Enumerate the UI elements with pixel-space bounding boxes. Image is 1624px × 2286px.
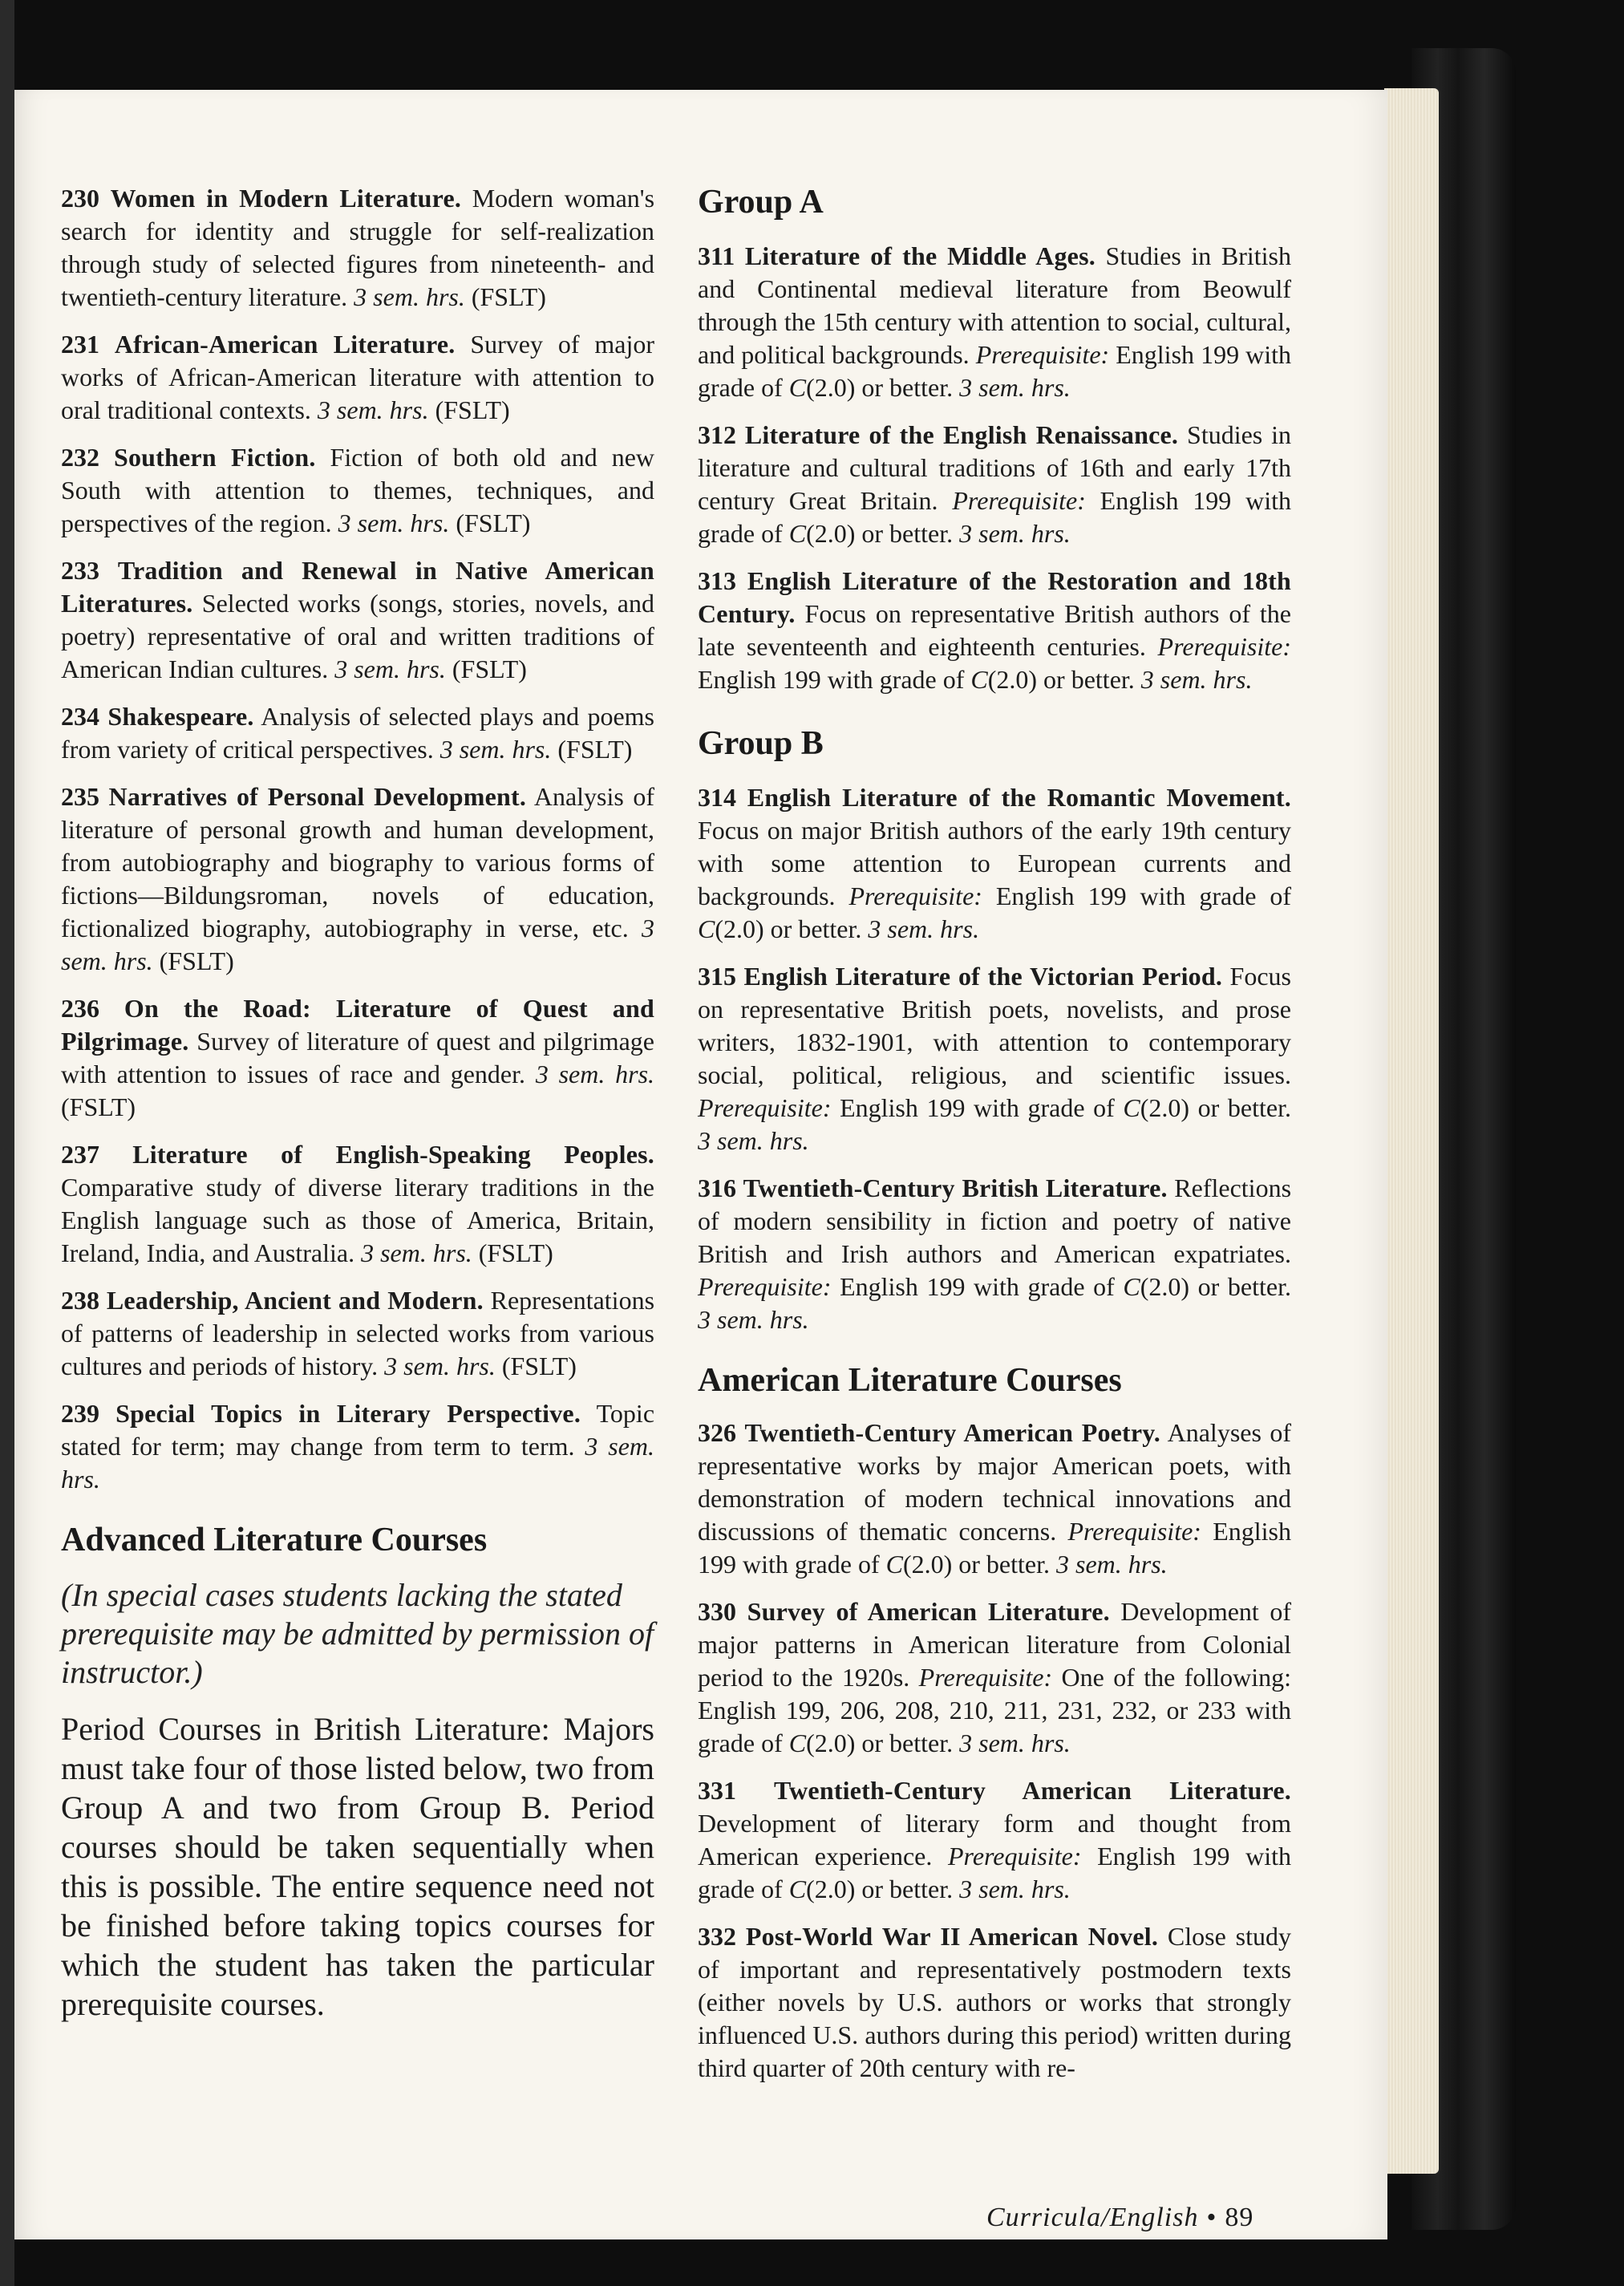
course-number: 331 [698,1776,736,1805]
course-title: Survey of American Literature. [747,1597,1110,1626]
course-credit-hours: 3 sem. hrs. [61,914,655,975]
course-description: Studies in British and Continental medieval literature from Beowulf through the 15th century with attention to social, cultural, and political backgrounds. [698,241,1292,369]
course-title: Literature of English-Speaking Peoples. [132,1140,654,1169]
prerequisite-grade-detail: (2.0) or better. [1140,1093,1291,1122]
prerequisite-text: English 199 with grade of [698,1517,1291,1579]
course-entry [698,960,1291,1157]
course-title: On the Road: Literature of Quest and Pilgrimage. [61,994,655,1056]
course-credit-hours: 3 sem. hrs. [354,282,465,311]
prerequisite-label: Prerequisite: [952,486,1086,515]
course-entry [698,1774,1291,1906]
course-entry [61,992,654,1124]
prerequisite-grade: C [788,1875,807,1903]
course-description: Representations of patterns of leadership in selected works from various cultures and periods of history. [61,1286,655,1380]
right-column [698,182,1291,2099]
prerequisite-grade: C [1123,1272,1140,1301]
course-number: 238 [61,1286,99,1315]
course-entry [61,1138,654,1270]
group-a-heading: Group A [698,184,824,221]
course-designation-tag: (FSLT) [557,735,633,764]
course-description: Topic stated for term; may change from term to term. [61,1399,655,1461]
course-credit-hours: 3 sem. hrs. [61,1432,655,1494]
course-number: 316 [698,1173,736,1202]
prerequisite-text: English 199 with grade of [840,1093,1115,1122]
page-number: 89 [1225,2203,1254,2232]
course-designation-tag: (FSLT) [452,655,527,683]
course-number: 312 [698,420,736,449]
prerequisite-label: Prerequisite: [948,1842,1082,1871]
course-designation-tag: (FSLT) [501,1352,577,1380]
course-title: English Literature of the Romantic Movement. [747,783,1291,812]
prerequisite-label: Prerequisite: [975,340,1110,369]
course-number: 230 [61,184,99,213]
course-description: Focus on representative British authors of the late seventeenth and eighteenth centuries. [698,599,1292,661]
course-credit-hours: 3 sem. hrs. [959,373,1071,402]
prerequisite-grade: C [1123,1093,1140,1122]
course-number: 239 [61,1399,99,1428]
course-description: Analyses of representative works by major American poets, with demonstration of modern technical innovations and discussions of thematic concerns. [698,1418,1292,1546]
course-title: English Literature of the Victorian Period. [743,962,1223,991]
course-title: Leadership, Ancient and Modern. [106,1286,484,1315]
prerequisite-grade-detail: (2.0) or better. [806,519,954,548]
course-title: Tradition and Renewal in Native American Literatures. [61,556,655,618]
prerequisite-grade-detail: (2.0) or better. [715,914,862,943]
prerequisite-label: Prerequisite: [1067,1517,1201,1546]
prerequisite-text: One of the following: English 199, 206, 208, 210, 211, 231, 232, or 233 with grade of [698,1663,1292,1757]
course-credit-hours: 3 sem. hrs. [317,395,429,424]
course-number: 231 [61,330,99,359]
prerequisite-grade-detail: (2.0) or better. [1140,1272,1291,1301]
course-description: Close study of important and representatively postmodern texts (either novels by U.S. authors or works that strongly influenced U.S. authors during this period) written during third quarter of 20th century with re- [698,1922,1292,2082]
course-credit-hours: 3 sem. hrs. [338,509,450,537]
course-description: Analysis of literature of personal growth and human development, from autobiography and biography to various forms of fictions—Bildungsroman, novels of education, fictionalized biography, autobiography in verse, etc. [61,782,655,942]
course-number: 232 [61,443,99,472]
prerequisite-text: English 199 with grade of [698,486,1291,548]
prerequisite-label: Prerequisite: [1157,632,1292,661]
page-edges [1384,88,1439,2174]
course-description: Development of literary form and thought from American experience. [698,1809,1291,1871]
left-course-list [61,182,654,1496]
left-column [61,182,654,2024]
course-designation-tag: (FSLT) [435,395,510,424]
course-title: Twentieth-Century American Literature. [773,1776,1291,1805]
catalog-page [14,90,1387,2239]
prerequisite-grade-detail: (2.0) or better. [806,1729,954,1757]
course-entry [698,1920,1291,2085]
footer-section-label: Curricula/English [986,2203,1199,2232]
course-entry [698,781,1291,946]
footer-bullet: • [1206,2203,1217,2232]
course-entry [61,441,654,540]
course-entry [698,565,1291,696]
course-entry [698,1172,1291,1336]
american-course-list [698,1417,1291,2085]
prerequisite-label: Prerequisite: [848,882,982,910]
course-credit-hours: 3 sem. hrs. [698,1305,809,1334]
course-credit-hours: 3 sem. hrs. [959,519,1071,548]
course-description: Survey of literature of quest and pilgrimage with attention to issues of race and gender. [61,1027,654,1088]
course-number: 237 [61,1140,99,1169]
prerequisite-text: English 199 with grade of [698,340,1291,402]
course-entry [61,1284,654,1383]
prerequisite-grade-detail: (2.0) or better. [806,1875,954,1903]
advanced-courses-heading: Advanced Literature Courses [61,1522,488,1558]
course-number: 315 [698,962,736,991]
course-designation-tag: (FSLT) [478,1238,553,1267]
course-designation-tag: (FSLT) [471,282,546,311]
course-title: Women in Modern Literature. [110,184,462,213]
course-description: Development of major patterns in American literature from Colonial period to the 1920s. [698,1597,1292,1692]
prerequisite-grade-detail: (2.0) or better. [987,665,1135,694]
prerequisite-grade: C [698,914,715,943]
prerequisite-text: English 199 with grade of [698,665,965,694]
course-number: 330 [698,1597,736,1626]
course-description: Comparative study of diverse literary traditions in the English language such as those of America, Britain, Ireland, India, and Australia. [61,1173,654,1267]
group-b-course-list [698,781,1291,1336]
prerequisite-grade: C [788,373,807,402]
course-designation-tag: (FSLT) [159,946,234,975]
course-title: Literature of the Middle Ages. [744,241,1095,270]
course-description: Survey of major works of African-American literature with attention to oral traditional contexts. [61,330,655,424]
prerequisite-grade: C [788,519,807,548]
course-title: English Literature of the Restoration and 18th Century. [698,566,1292,628]
course-description: Modern woman's search for identity and struggle for self-realization through study of selected figures from nineteenth- and twentieth-century literature. [61,184,655,311]
course-number: 235 [61,782,99,811]
course-credit-hours: 3 sem. hrs. [868,914,980,943]
course-entry [61,1397,654,1496]
course-entry [61,700,654,766]
course-credit-hours: 3 sem. hrs. [384,1352,496,1380]
course-title: Shakespeare. [107,702,254,731]
course-title: Southern Fiction. [113,443,316,472]
course-credit-hours: 3 sem. hrs. [959,1875,1071,1903]
course-number: 326 [698,1418,736,1447]
prerequisite-label: Prerequisite: [698,1272,832,1301]
course-number: 234 [61,702,99,731]
course-number: 314 [698,783,736,812]
running-footer [986,2203,1253,2233]
course-number: 233 [61,556,99,585]
course-credit-hours: 3 sem. hrs. [361,1238,472,1267]
american-courses-heading: American Literature Courses [698,1362,1122,1399]
prerequisite-grade-detail: (2.0) or better. [902,1550,1050,1579]
course-number: 236 [61,994,99,1023]
course-entry [61,182,654,314]
course-entry [698,1417,1291,1581]
group-b-heading: Group B [698,725,824,762]
course-description: Analysis of selected plays and poems from variety of critical perspectives. [61,702,655,764]
prerequisite-grade: C [970,665,988,694]
course-description: Selected works (songs, stories, novels, and poetry) representative of oral and written traditions of American Indian cultures. [61,589,655,683]
course-credit-hours: 3 sem. hrs. [535,1060,655,1088]
course-title: Twentieth-Century British Literature. [743,1173,1168,1202]
course-credit-hours: 3 sem. hrs. [959,1729,1071,1757]
course-designation-tag: (FSLT) [61,1092,136,1121]
prerequisite-text: English 199 with grade of [698,1842,1292,1903]
prerequisite-grade: C [885,1550,903,1579]
course-title: Post-World War II American Novel. [745,1922,1159,1951]
course-credit-hours: 3 sem. hrs. [1140,665,1253,694]
course-description: Studies in literature and cultural traditions of 16th and early 17th century Great Britain. [698,420,1292,515]
course-entry [698,419,1291,550]
course-description: Focus on representative British poets, novelists, and prose writers, 1832-1901, with attention to contemporary social, political, religious, and scientific issues. [698,962,1291,1089]
course-description: Fiction of both old and new South with attention to themes, techniques, and perspectives of the region. [61,443,655,537]
course-entry [698,240,1291,404]
course-credit-hours: 3 sem. hrs. [334,655,446,683]
course-number: 311 [698,241,735,270]
period-courses-paragraph: Period Courses in British Literature: Majors must take four of those listed below, two from Group A and two from Group B. Period courses should be taken sequentially when this is possible. The entire sequence need not be finished before taking topics courses for which the student has taken the particular prerequisite courses. [61,1711,654,2022]
course-designation-tag: (FSLT) [456,509,531,537]
course-number: 332 [698,1922,736,1951]
course-title: Narratives of Personal Development. [108,782,527,811]
course-number: 313 [698,566,736,595]
group-a-course-list [698,240,1291,696]
course-entry [61,328,654,427]
course-entry [61,780,654,978]
scan-background-left [0,0,14,2286]
course-title: Special Topics in Literary Perspective. [115,1399,581,1428]
course-entry [61,554,654,686]
course-entry [698,1595,1291,1760]
advanced-courses-note: (In special cases students lacking the stated prerequisite may be admitted by permission of instructor.) [61,1577,654,1690]
prerequisite-text: English 199 with grade of [995,882,1291,910]
course-credit-hours: 3 sem. hrs. [1056,1550,1168,1579]
course-credit-hours: 3 sem. hrs. [439,735,552,764]
prerequisite-grade: C [788,1729,807,1757]
course-credit-hours: 3 sem. hrs. [698,1126,809,1155]
prerequisite-label: Prerequisite: [698,1093,832,1122]
course-title: Twentieth-Century American Poetry. [744,1418,1160,1447]
course-description: Reflections of modern sensibility in fiction and poetry of native British and Irish authors and American expatriates. [698,1173,1292,1268]
prerequisite-label: Prerequisite: [918,1663,1053,1692]
course-title: African-American Literature. [114,330,456,359]
course-description: Focus on major British authors of the early 19th century with some attention to European currents and backgrounds. [698,816,1291,910]
prerequisite-text: English 199 with grade of [840,1272,1115,1301]
course-title: Literature of the English Renaissance. [744,420,1179,449]
prerequisite-grade-detail: (2.0) or better. [806,373,954,402]
